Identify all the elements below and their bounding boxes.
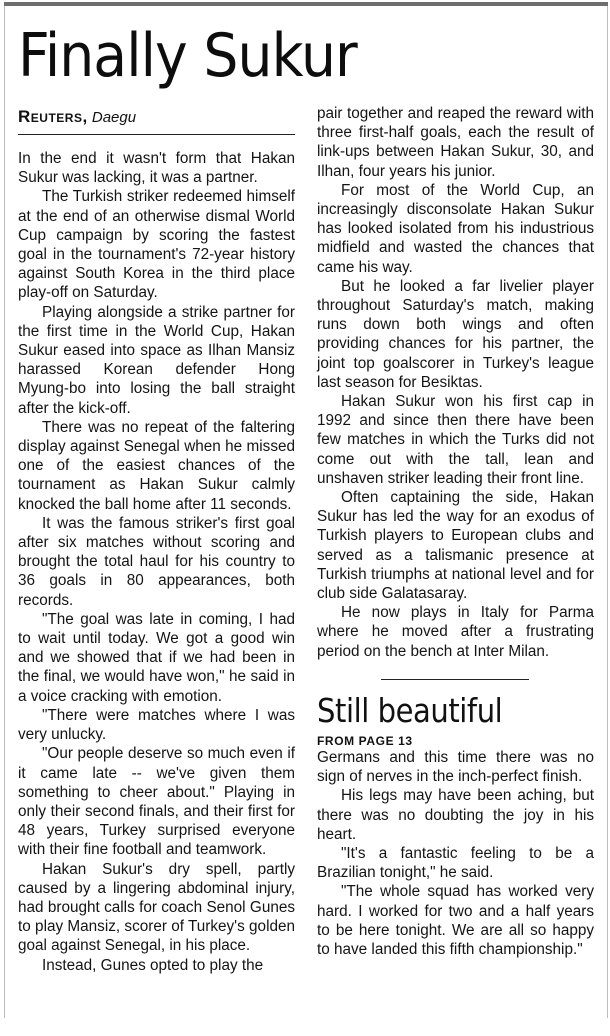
paragraph: Instead, Gunes opted to play the (42, 956, 264, 974)
paragraph: His legs may have been aching, but there was no doubting the joy in his heart. (317, 787, 594, 843)
paragraph: pair together and reaped the reward with three first-half goals, each the result of link-ups between Hakan Sukur, 30, and Ilhan, four years his junior. (317, 105, 594, 180)
paragraph: Often captaining the side, Hakan Sukur has led the way for an exodus of Turkish players to European clubs and served as a talismanic presence at Turkish triumphs at national level and for club side Galatasaray. (317, 489, 594, 603)
paragraph: There was no repeat of the faltering display against Senegal when he missed one of the easiest chances of the tournament as Hakan Sukur calmly knocked the ball home after 11 seconds. (18, 418, 295, 513)
right-border (607, 6, 608, 1018)
paragraph: Hakan Sukur won his first cap in 1992 and since then there have been few matches in which the Turks did not come out with the tall, lean and unshaven striker leading their front line. (317, 393, 594, 487)
headline: Finally Sukur (18, 21, 357, 91)
top-rule (4, 2, 608, 6)
continued-headline: Still beautiful (317, 690, 503, 730)
paragraph: "It's a fantastic feeling to be a Brazilian tonight," he said. (317, 844, 594, 882)
paragraph: "The goal was late in coming, I had to wait until today. We got a good win and we showed that if we had been in the final, we would have won," he said in a voice cracking with emotion. (18, 610, 295, 705)
paragraph: Playing alongside a strike partner for the first time in the World Cup, Hakan Sukur eased into space as Ilhan Mansiz harassed Korean defender Hong Myung-bo into losing the ball straight after the kick-off. (18, 303, 295, 417)
paragraph: Germans and this time there was no sign of nerves in the inch-perfect finish. (317, 748, 594, 786)
paragraph: Hakan Sukur's dry spell, partly caused by a lingering abdominal injury, had brought calls for coach Senol Gunes to play Mansiz, scorer of Turkey's golden goal against Senegal, in his place. (18, 860, 295, 955)
left-column (18, 104, 295, 975)
jump-label: FROM PAGE 13 (317, 733, 413, 748)
byline-place: Daegu (91, 109, 137, 126)
byline-agency: Reuters, (18, 107, 88, 126)
left-border (4, 6, 5, 1018)
paragraph: "Our people deserve so much even if it came late -- we've given them something to cheer about." Playing in only their second finals, and their first for 48 years, Turkey surprised everyone with their fine football and teamwork. (18, 745, 295, 859)
paragraph: But he looked a far livelier player throughout Saturday's match, making runs down both wings and often providing chances for his partner, the joint top goalscorer in Turkey's league last season for Besiktas. (317, 277, 594, 391)
paragraph: The Turkish striker redeemed himself at the end of an otherwise dismal World Cup campaign by scoring the fastest goal in the tournament's 72-year history against South Korea in the third place play-off on Saturday. (18, 188, 295, 302)
paragraph: "The whole squad has worked very hard. I worked for two and a half years to be here tonight. We are all so happy to have landed this fifth championship." (317, 883, 594, 958)
paragraph: "There were matches where I was very unlucky. (18, 706, 295, 744)
right-column (317, 104, 594, 959)
paragraph: In the end it wasn't form that Hakan Sukur was lacking, it was a partner. (18, 150, 295, 187)
paragraph: He now plays in Italy for Parma where he moved after a frustrating period on the bench at Inter Milan. (317, 604, 594, 660)
byline (18, 104, 295, 135)
paragraph: It was the famous striker's first goal after six matches without scoring and brought the total haul for his country to 36 goals in 80 appearances, both records. (18, 514, 295, 609)
paragraph: For most of the World Cup, an increasingly disconsolate Hakan Sukur has looked isolated from his industrious midfield and wasted the chances that came his way. (317, 181, 594, 276)
section-divider (381, 679, 529, 680)
